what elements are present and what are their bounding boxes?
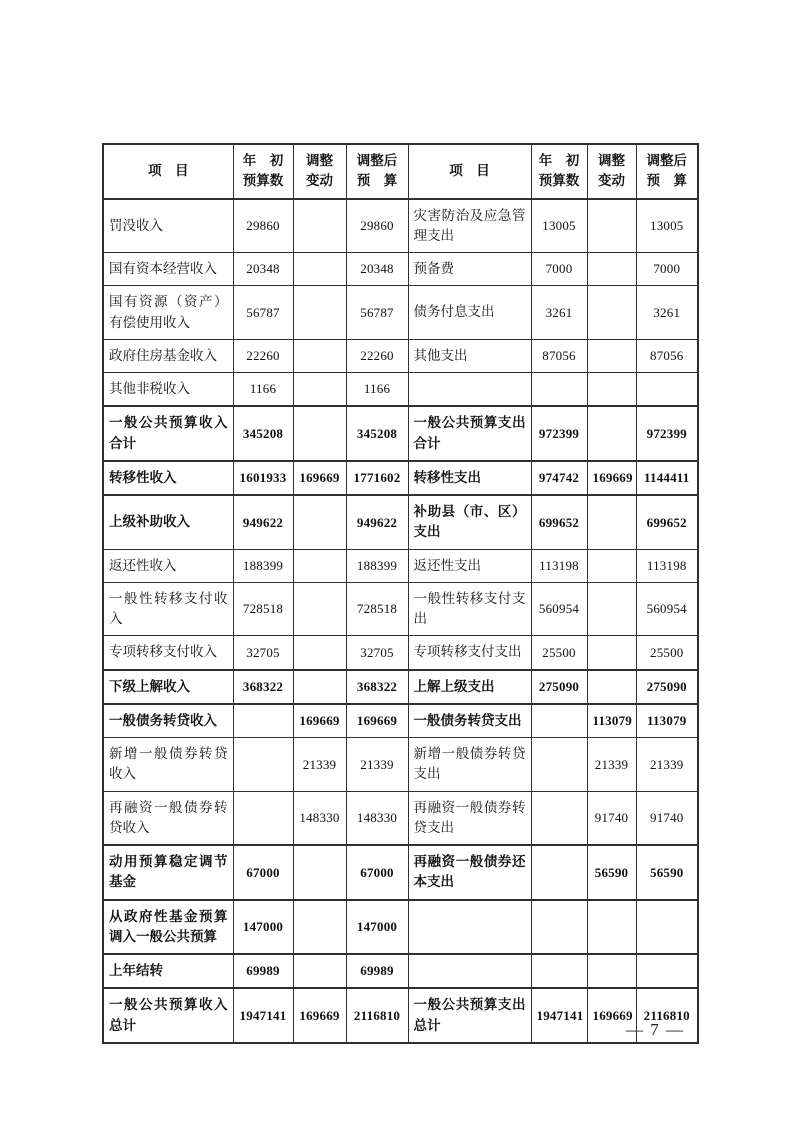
adjusted-budget-cell: 275090 (636, 670, 698, 704)
adjustment-cell: 113079 (587, 704, 636, 738)
adjusted-budget-cell: 972399 (636, 406, 698, 461)
item-cell: 预备费 (408, 253, 531, 286)
adjustment-cell: 148330 (293, 791, 346, 845)
item-cell: 一般公共预算收入合计 (103, 406, 233, 461)
adjusted-budget-cell: 69989 (346, 954, 408, 988)
item-cell: 灾害防治及应急管理支出 (408, 199, 531, 253)
initial-budget-cell: 1947141 (531, 988, 587, 1043)
initial-budget-cell: 32705 (233, 636, 293, 670)
item-cell: 政府住房基金收入 (103, 339, 233, 372)
adjusted-budget-cell (636, 900, 698, 955)
item-cell: 专项转移支付支出 (408, 636, 531, 670)
adjusted-budget-cell: 188399 (346, 549, 408, 582)
adjusted-budget-cell: 87056 (636, 339, 698, 372)
adjusted-budget-cell: 13005 (636, 199, 698, 253)
adjustment-cell (587, 339, 636, 372)
item-cell: 一般公共预算支出合计 (408, 406, 531, 461)
adjustment-cell: 169669 (587, 988, 636, 1043)
header-line: 年 初 (242, 153, 284, 168)
adjusted-budget-cell (636, 954, 698, 988)
adjustment-cell (587, 406, 636, 461)
initial-budget-cell (233, 704, 293, 738)
adjusted-budget-cell: 699652 (636, 495, 698, 549)
initial-budget-cell: 56787 (233, 286, 293, 340)
initial-budget-cell (531, 791, 587, 845)
initial-budget-cell (531, 738, 587, 792)
initial-budget-cell: 949622 (233, 495, 293, 549)
table-row (103, 286, 698, 340)
budget-table-body (103, 199, 698, 1043)
table-row (103, 199, 698, 253)
table-row (103, 738, 698, 792)
summary-row (103, 461, 698, 495)
initial-budget-cell: 87056 (531, 339, 587, 372)
initial-budget-cell: 20348 (233, 253, 293, 286)
initial-budget-cell: 7000 (531, 253, 587, 286)
initial-budget-cell: 972399 (531, 406, 587, 461)
header-line: 调整后 (356, 153, 398, 168)
adjustment-cell (293, 339, 346, 372)
adjustment-cell: 91740 (587, 791, 636, 845)
header-adjusted-budget-right (636, 144, 698, 199)
adjusted-budget-cell: 22260 (346, 339, 408, 372)
adjustment-cell (587, 900, 636, 955)
initial-budget-cell: 3261 (531, 286, 587, 340)
header-line: 年 初 (538, 153, 580, 168)
header-line: 预 算 (646, 173, 687, 189)
summary-row (103, 495, 698, 549)
item-cell: 一般性转移支付收入 (103, 582, 233, 636)
initial-budget-cell: 560954 (531, 582, 587, 636)
adjusted-budget-cell: 25500 (636, 636, 698, 670)
initial-budget-cell: 1947141 (233, 988, 293, 1043)
header-line: 预算数 (538, 173, 580, 189)
adjustment-cell (587, 636, 636, 670)
item-cell: 上年结转 (103, 954, 233, 988)
initial-budget-cell: 25500 (531, 636, 587, 670)
header-line: 变动 (598, 173, 625, 189)
item-cell: 动用预算稳定调节基金 (103, 845, 233, 900)
item-cell: 其他非税收入 (103, 373, 233, 407)
item-cell: 上级补助收入 (103, 495, 233, 549)
initial-budget-cell: 1166 (233, 373, 293, 407)
initial-budget-cell (531, 900, 587, 955)
adjusted-budget-cell: 56787 (346, 286, 408, 340)
initial-budget-cell (531, 704, 587, 738)
adjustment-cell (587, 670, 636, 704)
item-cell: 新增一般债券转贷收入 (103, 738, 233, 792)
summary-row (103, 954, 698, 988)
initial-budget-cell: 29860 (233, 199, 293, 253)
summary-row (103, 988, 698, 1043)
item-cell: 一般债务转贷收入 (103, 704, 233, 738)
adjusted-budget-cell (636, 373, 698, 407)
initial-budget-cell: 345208 (233, 406, 293, 461)
adjusted-budget-cell: 949622 (346, 495, 408, 549)
header-line: 调整 (306, 153, 333, 168)
initial-budget-cell: 22260 (233, 339, 293, 372)
adjustment-cell: 21339 (293, 738, 346, 792)
initial-budget-cell: 69989 (233, 954, 293, 988)
table-row (103, 339, 698, 372)
summary-row (103, 406, 698, 461)
adjusted-budget-cell: 345208 (346, 406, 408, 461)
initial-budget-cell: 13005 (531, 199, 587, 253)
adjustment-cell (587, 199, 636, 253)
item-cell: 一般公共预算支出总计 (408, 988, 531, 1043)
summary-row (103, 704, 698, 738)
header-initial-budget-left (233, 144, 293, 199)
adjustment-cell (587, 495, 636, 549)
budget-table-container (102, 143, 699, 1044)
header-adjustment-right (587, 144, 636, 199)
adjustment-cell (293, 845, 346, 900)
item-cell (408, 900, 531, 955)
adjusted-budget-cell: 2116810 (636, 988, 698, 1043)
header-adjusted-budget-left (346, 144, 408, 199)
adjustment-cell: 169669 (293, 704, 346, 738)
item-cell: 专项转移支付收入 (103, 636, 233, 670)
item-cell: 从政府性基金预算调入一般公共预算 (103, 900, 233, 955)
summary-row (103, 845, 698, 900)
adjustment-cell (293, 406, 346, 461)
table-row (103, 582, 698, 636)
adjusted-budget-cell: 728518 (346, 582, 408, 636)
adjusted-budget-cell: 7000 (636, 253, 698, 286)
adjustment-cell: 169669 (587, 461, 636, 495)
adjustment-cell (293, 582, 346, 636)
initial-budget-cell: 728518 (233, 582, 293, 636)
initial-budget-cell: 67000 (233, 845, 293, 900)
header-line: 调整 (598, 153, 625, 168)
item-cell: 新增一般债券转贷支出 (408, 738, 531, 792)
header-item-right: 项 目 (408, 144, 531, 199)
adjusted-budget-cell: 3261 (636, 286, 698, 340)
adjustment-cell: 169669 (293, 988, 346, 1043)
item-cell: 罚没收入 (103, 199, 233, 253)
initial-budget-cell: 699652 (531, 495, 587, 549)
item-cell (408, 954, 531, 988)
adjusted-budget-cell: 91740 (636, 791, 698, 845)
header-line: 预 算 (356, 173, 398, 189)
page-number: — 7 — (626, 1020, 685, 1039)
item-cell: 上解上级支出 (408, 670, 531, 704)
initial-budget-cell (233, 791, 293, 845)
initial-budget-cell (531, 845, 587, 900)
adjusted-budget-cell: 56590 (636, 845, 698, 900)
adjustment-cell (293, 954, 346, 988)
adjusted-budget-cell: 67000 (346, 845, 408, 900)
initial-budget-cell (233, 738, 293, 792)
adjustment-cell (587, 286, 636, 340)
adjusted-budget-cell: 2116810 (346, 988, 408, 1043)
item-cell: 再融资一般债券转贷支出 (408, 791, 531, 845)
item-cell: 一般债务转贷支出 (408, 704, 531, 738)
adjusted-budget-cell: 1144411 (636, 461, 698, 495)
initial-budget-cell: 188399 (233, 549, 293, 582)
item-cell (408, 373, 531, 407)
table-row (103, 253, 698, 286)
table-row (103, 549, 698, 582)
header-line: 预算数 (242, 173, 284, 189)
initial-budget-cell: 1601933 (233, 461, 293, 495)
item-cell: 返还性支出 (408, 549, 531, 582)
adjusted-budget-cell: 32705 (346, 636, 408, 670)
initial-budget-cell: 974742 (531, 461, 587, 495)
adjusted-budget-cell: 113079 (636, 704, 698, 738)
item-cell: 国有资源（资产）有偿使用收入 (103, 286, 233, 340)
item-cell: 国有资本经营收入 (103, 253, 233, 286)
item-cell: 转移性收入 (103, 461, 233, 495)
budget-adjustment-table (102, 143, 699, 1044)
adjustment-cell (587, 373, 636, 407)
table-row (103, 373, 698, 407)
item-cell: 债务付息支出 (408, 286, 531, 340)
item-cell: 补助县（市、区）支出 (408, 495, 531, 549)
adjusted-budget-cell: 368322 (346, 670, 408, 704)
initial-budget-cell (531, 373, 587, 407)
adjustment-cell (587, 954, 636, 988)
adjusted-budget-cell: 147000 (346, 900, 408, 955)
item-cell: 下级上解收入 (103, 670, 233, 704)
adjustment-cell: 56590 (587, 845, 636, 900)
initial-budget-cell: 147000 (233, 900, 293, 955)
adjustment-cell (587, 582, 636, 636)
adjustment-cell: 169669 (293, 461, 346, 495)
adjusted-budget-cell: 148330 (346, 791, 408, 845)
adjustment-cell (293, 253, 346, 286)
header-initial-budget-right (531, 144, 587, 199)
adjustment-cell (293, 900, 346, 955)
item-cell: 其他支出 (408, 339, 531, 372)
summary-row (103, 900, 698, 955)
table-header (103, 144, 698, 199)
initial-budget-cell: 368322 (233, 670, 293, 704)
adjusted-budget-cell: 113198 (636, 549, 698, 582)
item-cell: 返还性收入 (103, 549, 233, 582)
adjustment-cell (587, 549, 636, 582)
adjustment-cell (293, 636, 346, 670)
header-line: 调整后 (646, 153, 687, 168)
table-row (103, 791, 698, 845)
adjustment-cell (293, 495, 346, 549)
header-item-left: 项 目 (103, 144, 233, 199)
header-adjustment-left (293, 144, 346, 199)
header-row (103, 144, 698, 199)
header-line: 变动 (306, 173, 333, 189)
adjustment-cell (293, 373, 346, 407)
initial-budget-cell: 275090 (531, 670, 587, 704)
adjustment-cell (587, 253, 636, 286)
summary-row (103, 670, 698, 704)
adjustment-cell (293, 670, 346, 704)
adjusted-budget-cell: 29860 (346, 199, 408, 253)
adjustment-cell (293, 199, 346, 253)
item-cell: 再融资一般债券转贷收入 (103, 791, 233, 845)
initial-budget-cell: 113198 (531, 549, 587, 582)
adjusted-budget-cell: 21339 (346, 738, 408, 792)
adjusted-budget-cell: 1166 (346, 373, 408, 407)
table-row (103, 636, 698, 670)
adjustment-cell (293, 286, 346, 340)
adjusted-budget-cell: 20348 (346, 253, 408, 286)
adjusted-budget-cell: 169669 (346, 704, 408, 738)
adjusted-budget-cell: 560954 (636, 582, 698, 636)
item-cell: 一般性转移支付支出 (408, 582, 531, 636)
adjusted-budget-cell: 21339 (636, 738, 698, 792)
item-cell: 一般公共预算收入总计 (103, 988, 233, 1043)
adjusted-budget-cell: 1771602 (346, 461, 408, 495)
adjustment-cell: 21339 (587, 738, 636, 792)
item-cell: 转移性支出 (408, 461, 531, 495)
initial-budget-cell (531, 954, 587, 988)
item-cell: 再融资一般债券还本支出 (408, 845, 531, 900)
adjustment-cell (293, 549, 346, 582)
